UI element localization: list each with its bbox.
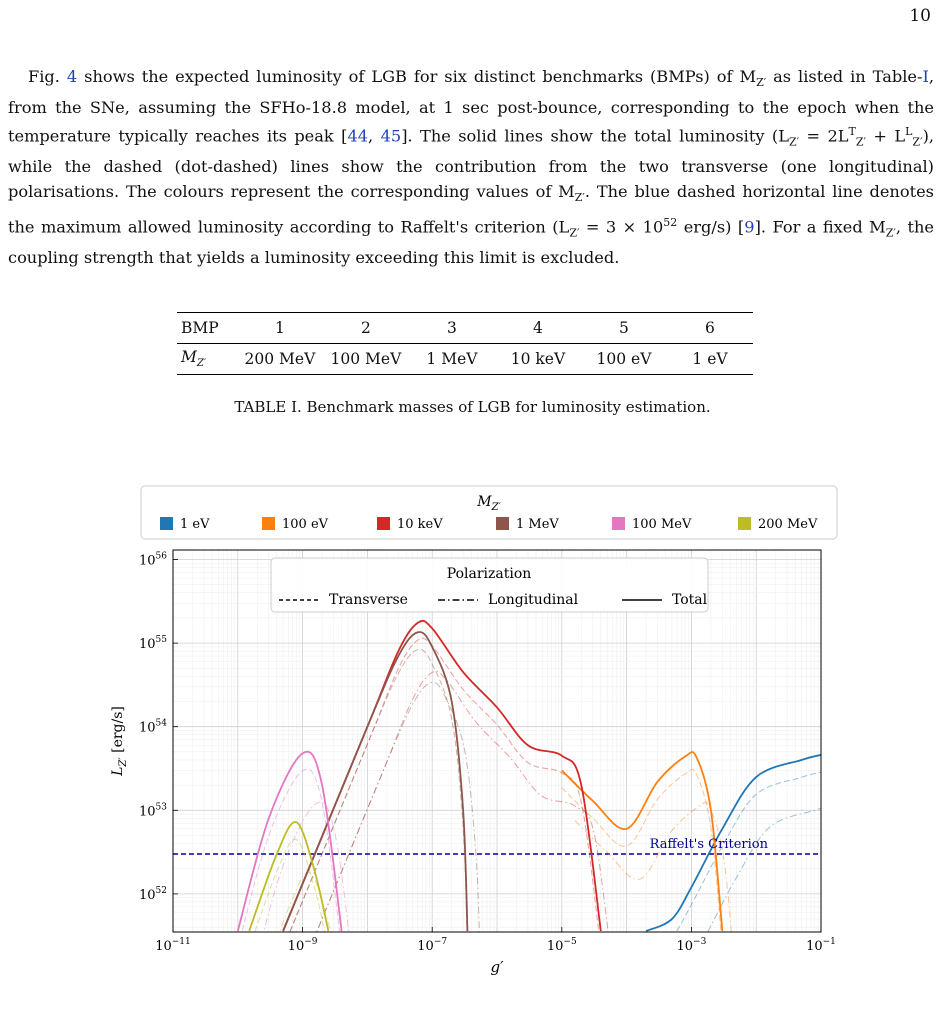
x-axis-label: g′ [490, 958, 504, 976]
y-axis-label: $L_{Z'}$ [erg/s] [110, 706, 129, 776]
text-span: ]. The solid lines show the total luminosity (L [401, 126, 789, 146]
text-span: Z′ [855, 135, 866, 149]
x-tick-label: $10^{-5}$ [546, 937, 577, 954]
table-header-cell: 6 [705, 319, 715, 337]
y-tick-label: $10^{55}$ [139, 635, 167, 653]
polarization-label: Transverse [329, 592, 408, 608]
y-tick-label: $10^{52}$ [139, 885, 167, 903]
text-span: shows the expected luminosity of LGB for six distinct benchmarks (BMPs) of M [77, 67, 757, 86]
table-header-cell: 3 [447, 319, 457, 337]
legend-label: 100 MeV [632, 517, 692, 532]
citation-link[interactable]: I [922, 67, 929, 86]
text-span: as listed in Table- [766, 67, 923, 86]
y-tick-label: $10^{56}$ [139, 551, 167, 569]
polarization-label: Longitudinal [488, 592, 579, 608]
total-line [238, 752, 342, 931]
legend-label: 100 eV [282, 517, 329, 532]
legend-label: 10 keV [397, 517, 443, 532]
citation-link[interactable]: 44 [347, 126, 369, 146]
legend-swatch [160, 517, 173, 530]
text-span: Fig. [28, 67, 67, 86]
table-header-cell: 5 [619, 319, 629, 337]
text-span: , from the SNe, assuming the SFHo-18.8 model, at 1 sec post-bounce, corresponding to the epoch when the temperature typically reaches its peak [ [8, 67, 935, 146]
text-span: ), while the dashed (dot-dashed) lines show the contribution from the two transverse (one longitudinal) polarisations. The colours represent the corresponding values of M [8, 126, 935, 201]
transverse-line [283, 649, 467, 948]
x-tick-label: $10^{-11}$ [155, 937, 191, 954]
total-line [249, 822, 328, 931]
x-tick-label: $10^{-3}$ [676, 937, 707, 954]
transverse-line [562, 769, 723, 948]
x-tick-label: $10^{-9}$ [287, 937, 318, 954]
text-span: , the coupling strength that yields a luminosity exceeding this limit is excluded. [8, 216, 934, 267]
y-tick-label: $10^{53}$ [139, 802, 167, 820]
text-span: = 3 × 10 [579, 216, 664, 236]
benchmark-table [177, 312, 753, 375]
legend-label: 1 MeV [516, 517, 559, 532]
text-span: Z′ [569, 226, 580, 240]
table-header-cell: BMP [181, 319, 219, 337]
legend-label: 1 eV [180, 517, 210, 532]
table-cell: 10 keV [510, 350, 566, 368]
x-tick-label: $10^{-1}$ [806, 937, 836, 954]
legend-label: 200 MeV [758, 517, 818, 532]
longitudinal-line [659, 805, 834, 981]
citation-link[interactable]: 4 [66, 67, 78, 86]
text-span: Z′ [912, 135, 923, 149]
legend-swatch [262, 517, 275, 530]
y-tick-label: $10^{54}$ [139, 718, 167, 736]
table-header-cell: 2 [360, 319, 371, 337]
transverse-line [646, 772, 821, 948]
text-span: 52 [663, 215, 678, 229]
text-span: Z′ [756, 76, 767, 90]
text-span: . The blue dashed horizontal line denotes the maximum allowed luminosity according to Raffelt's criterion (L [8, 181, 934, 236]
raffelt-label: Raffelt's Criterion [649, 837, 768, 853]
legend-swatch [377, 517, 390, 530]
citation-link[interactable]: 9 [744, 216, 755, 236]
mass-legend-title: $M_{Z'}$ [477, 494, 501, 513]
table-cell: 1 eV [692, 350, 728, 368]
table-cell: 1 MeV [426, 350, 478, 368]
text-span: L [905, 125, 913, 139]
polarization-legend-title: Polarization [446, 566, 532, 582]
text-span: Z′ [788, 135, 800, 149]
table-row-label: $M_{Z'}$ [181, 348, 207, 370]
longitudinal-line [262, 872, 341, 981]
text-span: = 2L [799, 126, 849, 146]
page-number: 10 [909, 6, 931, 26]
table-cell: 200 MeV [244, 350, 316, 368]
legend-swatch [738, 517, 751, 530]
luminosity-figure [0, 470, 945, 1000]
table-header-cell: 1 [274, 319, 285, 337]
text-span: T [848, 125, 856, 139]
text-span: erg/s) [ [677, 216, 745, 236]
text-span: Z′ [885, 226, 896, 240]
legend-swatch [496, 517, 509, 530]
legend-swatch [612, 517, 625, 530]
table-row [177, 344, 753, 374]
citation-link[interactable]: 45 [380, 126, 402, 146]
table-caption: TABLE I. Benchmark masses of LGB for luminosity estimation. [234, 398, 711, 416]
table-cell: 100 eV [596, 350, 652, 368]
polarization-label: Total [672, 592, 708, 608]
table-header-row [177, 313, 753, 343]
text-span: ]. For a fixed M [754, 216, 886, 236]
text-span: , [368, 126, 381, 146]
text-span: Z′ [574, 191, 585, 205]
total-line [283, 632, 467, 931]
text-span: + L [866, 126, 906, 146]
table-header-cell: 4 [533, 319, 543, 337]
body-paragraph [8, 65, 934, 270]
table-cell: 100 MeV [330, 350, 402, 368]
x-tick-label: $10^{-7}$ [417, 937, 448, 954]
